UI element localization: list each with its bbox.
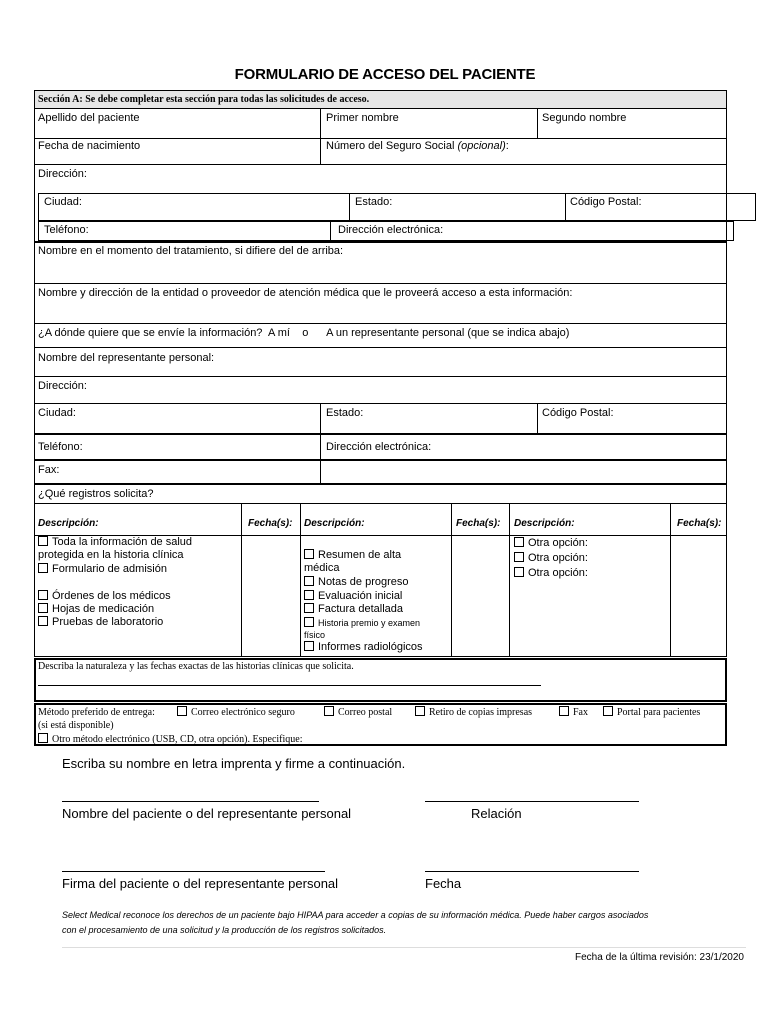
rep-name-label: Nombre del representante personal: <box>38 352 215 364</box>
checkbox[interactable] <box>304 617 314 627</box>
delivery-label: Método preferido de entrega: <box>38 707 155 718</box>
record-labs[interactable]: Pruebas de laboratorio <box>38 616 163 628</box>
checkbox[interactable] <box>603 706 613 716</box>
checkbox[interactable] <box>177 706 187 716</box>
records-question: ¿Qué registros solicita? <box>38 488 154 500</box>
checkbox[interactable] <box>304 576 314 586</box>
delivery-other-line <box>340 744 665 745</box>
signature-instruction: Escriba su nombre en letra imprenta y firme a continuación. <box>62 756 406 771</box>
state-label: Estado: <box>355 196 393 208</box>
record-discharge-cont: médica <box>304 562 340 574</box>
form-title: FORMULARIO DE ACCESO DEL PACIENTE <box>234 66 536 83</box>
delivery-mail[interactable]: Correo postal <box>324 706 392 718</box>
checkbox[interactable] <box>304 590 314 600</box>
send-to-me-option[interactable]: A mí <box>267 327 290 339</box>
rep-email-label: Dirección electrónica: <box>326 441 432 453</box>
zip-label: Código Postal: <box>570 196 642 208</box>
send-to-question: ¿A dónde quiere que se envíe la información? A mí o A un representante personal (que se indica abajo) <box>38 327 570 339</box>
record-other-2[interactable]: Otra opción: <box>514 552 588 564</box>
checkbox[interactable] <box>559 706 569 716</box>
footer-divider <box>62 947 746 948</box>
delivery-other[interactable]: Otro método electrónico (USB, CD, otra opción). Especifique: <box>38 733 303 745</box>
rep-fax-label: Fax: <box>38 464 60 476</box>
rep-address-label: Dirección: <box>38 380 87 392</box>
desc-header-2: Descripción: <box>304 518 365 529</box>
name-label: Nombre del paciente o del representante personal <box>62 806 352 821</box>
checkbox[interactable] <box>514 567 524 577</box>
ssn-label: Número del Seguro Social (opcional): <box>326 140 509 152</box>
record-itemized-bill[interactable]: Factura detallada <box>304 603 403 615</box>
checkbox[interactable] <box>38 616 48 626</box>
footer-notice-line-2: con el procesamiento de una solicitud y la producción de los registros solicitados. <box>62 925 387 935</box>
checkbox[interactable] <box>38 733 48 743</box>
delivery-fax[interactable]: Fax <box>559 706 588 718</box>
record-all-phi[interactable]: Toda la información de salud <box>38 536 192 548</box>
city-label: Ciudad: <box>44 196 82 208</box>
checkbox[interactable] <box>415 706 425 716</box>
provider-label: Nombre y dirección de la entidad o proveedor de atención médica que le proveerá acceso a esta información: <box>38 287 573 299</box>
nature-label: Describa la naturaleza y las fechas exactas de las historias clínicas que solicita. <box>38 661 354 672</box>
delivery-portal[interactable]: Portal para pacientes <box>603 706 700 718</box>
checkbox[interactable] <box>304 603 314 613</box>
checkbox[interactable] <box>38 603 48 613</box>
date-header-1: Fecha(s): <box>248 518 293 529</box>
date-header-2: Fecha(s): <box>456 518 501 529</box>
first-name-label: Primer nombre <box>326 112 399 124</box>
section-a-title: Sección A: Se debe completar esta sección para todas las solicitudes de acceso. <box>38 94 370 105</box>
record-other-3[interactable]: Otra opción: <box>514 567 588 579</box>
delivery-secure-email-cont: (si está disponible) <box>38 720 114 731</box>
record-initial-eval[interactable]: Evaluación inicial <box>304 590 402 602</box>
rep-zip-label: Código Postal: <box>542 407 614 419</box>
checkbox[interactable] <box>514 537 524 547</box>
city-row-box <box>38 193 756 221</box>
record-history-physical-cont: físico <box>304 630 326 640</box>
checkbox[interactable] <box>38 563 48 573</box>
footer-notice-line-1: Select Medical reconoce los derechos de un paciente bajo HIPAA para acceder a copias de su información médica. Puede haber cargos asociados <box>62 910 649 920</box>
checkbox[interactable] <box>514 552 524 562</box>
delivery-secure-email[interactable]: Correo electrónico seguro <box>177 706 295 718</box>
email-label: Dirección electrónica: <box>338 224 444 236</box>
checkbox[interactable] <box>38 590 48 600</box>
record-history-physical[interactable]: Historia premio y examen <box>304 617 420 628</box>
address-label: Dirección: <box>38 168 87 180</box>
name-at-treatment-label: Nombre en el momento del tratamiento, si difiere del de arriba: <box>38 245 344 257</box>
rep-state-label: Estado: <box>326 407 364 419</box>
checkbox[interactable] <box>38 536 48 546</box>
record-all-phi-cont: protegida en la historia clínica <box>38 549 184 561</box>
phone-label: Teléfono: <box>44 224 89 236</box>
rep-phone-label: Teléfono: <box>38 441 83 453</box>
desc-header-3: Descripción: <box>514 518 575 529</box>
rep-city-label: Ciudad: <box>38 407 76 419</box>
record-discharge[interactable]: Resumen de alta <box>304 549 401 561</box>
record-radiology[interactable]: Informes radiológicos <box>304 641 423 653</box>
date-label: Fecha <box>425 876 462 891</box>
record-other-1[interactable]: Otra opción: <box>514 537 588 549</box>
date-line <box>425 871 639 872</box>
date-header-3: Fecha(s): <box>677 518 722 529</box>
nature-line <box>38 685 541 686</box>
checkbox[interactable] <box>304 549 314 559</box>
record-admission[interactable]: Formulario de admisión <box>38 563 167 575</box>
revision-date: Fecha de la última revisión: 23/1/2020 <box>575 952 744 963</box>
name-line <box>62 801 319 802</box>
dob-label: Fecha de nacimiento <box>38 140 141 152</box>
record-orders[interactable]: Órdenes de los médicos <box>38 590 171 602</box>
delivery-pickup[interactable]: Retiro de copias impresas <box>415 706 532 718</box>
relation-label: Relación <box>471 806 522 821</box>
last-name-label: Apellido del paciente <box>38 112 140 124</box>
relation-line <box>425 801 639 802</box>
send-to-rep-option[interactable]: A un representante personal (que se indica abajo) <box>326 327 570 339</box>
checkbox[interactable] <box>304 641 314 651</box>
checkbox[interactable] <box>324 706 334 716</box>
record-progress[interactable]: Notas de progreso <box>304 576 409 588</box>
desc-header-1: Descripción: <box>38 518 99 529</box>
sign-line <box>62 871 325 872</box>
sign-label: Firma del paciente o del representante personal <box>62 876 339 891</box>
record-medication[interactable]: Hojas de medicación <box>38 603 154 615</box>
middle-name-label: Segundo nombre <box>542 112 627 124</box>
